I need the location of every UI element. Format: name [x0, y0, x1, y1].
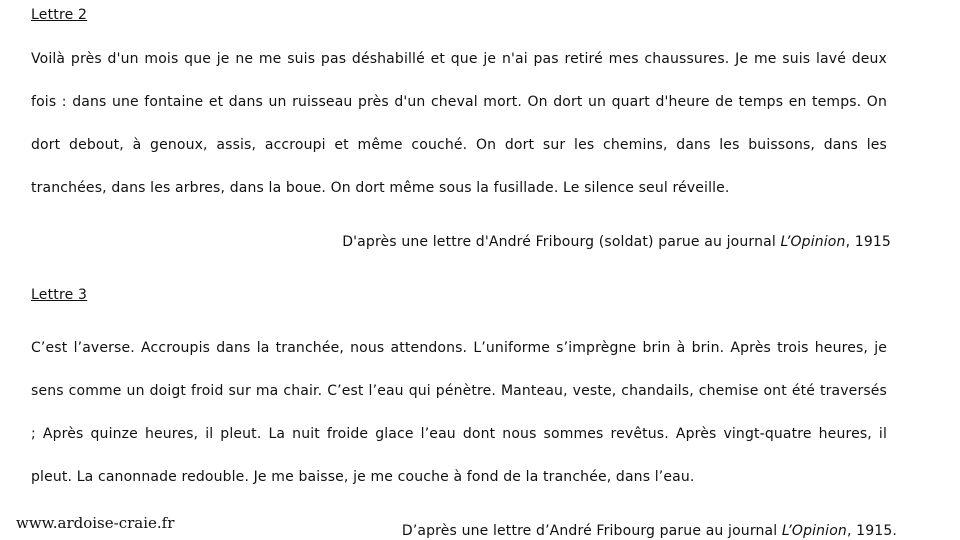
- letter-2-line: Voilà près d'un mois que je ne me suis pas déshabillé et que je n'ai pas retiré mes chaussures. Je me suis lavé deux: [31, 51, 887, 67]
- journal-name: L’Opinion: [781, 523, 847, 539]
- letter-3-source: [402, 523, 897, 539]
- letter-3-line: sens comme un doigt froid sur ma chair. C’est l’eau qui pénètre. Manteau, veste, chandails, chemise ont été traversés: [31, 383, 887, 399]
- letter-2-line: tranchées, dans les arbres, dans la boue. On dort même sous la fusillade. Le silence seul réveille.: [31, 180, 730, 196]
- letter-3-line: C’est l’averse. Accroupis dans la tranchée, nous attendons. L’uniforme s’imprègne brin à brin. Après trois heures, je: [31, 340, 887, 356]
- letter-2-source: [342, 234, 891, 250]
- journal-name: L’Opinion: [780, 234, 846, 250]
- letter-2-heading: Lettre 2: [31, 7, 88, 23]
- source-text: D’après une lettre d’André Fribourg parue au journal: [401, 523, 782, 539]
- site-url[interactable]: www.ardoise-craie.fr: [16, 514, 175, 532]
- letter-2-line: fois : dans une fontaine et dans un ruisseau près d'un cheval mort. On dort un quart d'heure de temps en temps. On: [31, 94, 887, 110]
- letter-3-heading: Lettre 3: [31, 287, 88, 303]
- letter-3-line: pleut. La canonnade redouble. Je me baisse, je me couche à fond de la tranchée, dans l’eau.: [31, 469, 695, 485]
- letter-2-line: dort debout, à genoux, assis, accroupi et même couché. On dort sur les chemins, dans les buissons, dans les: [31, 137, 887, 153]
- source-text: D'après une lettre d'André Fribourg (soldat) parue au journal: [342, 234, 781, 250]
- letter-3-line: ; Après quinze heures, il pleut. La nuit froide glace l’eau dont nous sommes revêtus. Après vingt-quatre heures, il: [31, 426, 887, 442]
- source-year: , 1915.: [846, 523, 897, 539]
- source-year: , 1915: [845, 234, 891, 250]
